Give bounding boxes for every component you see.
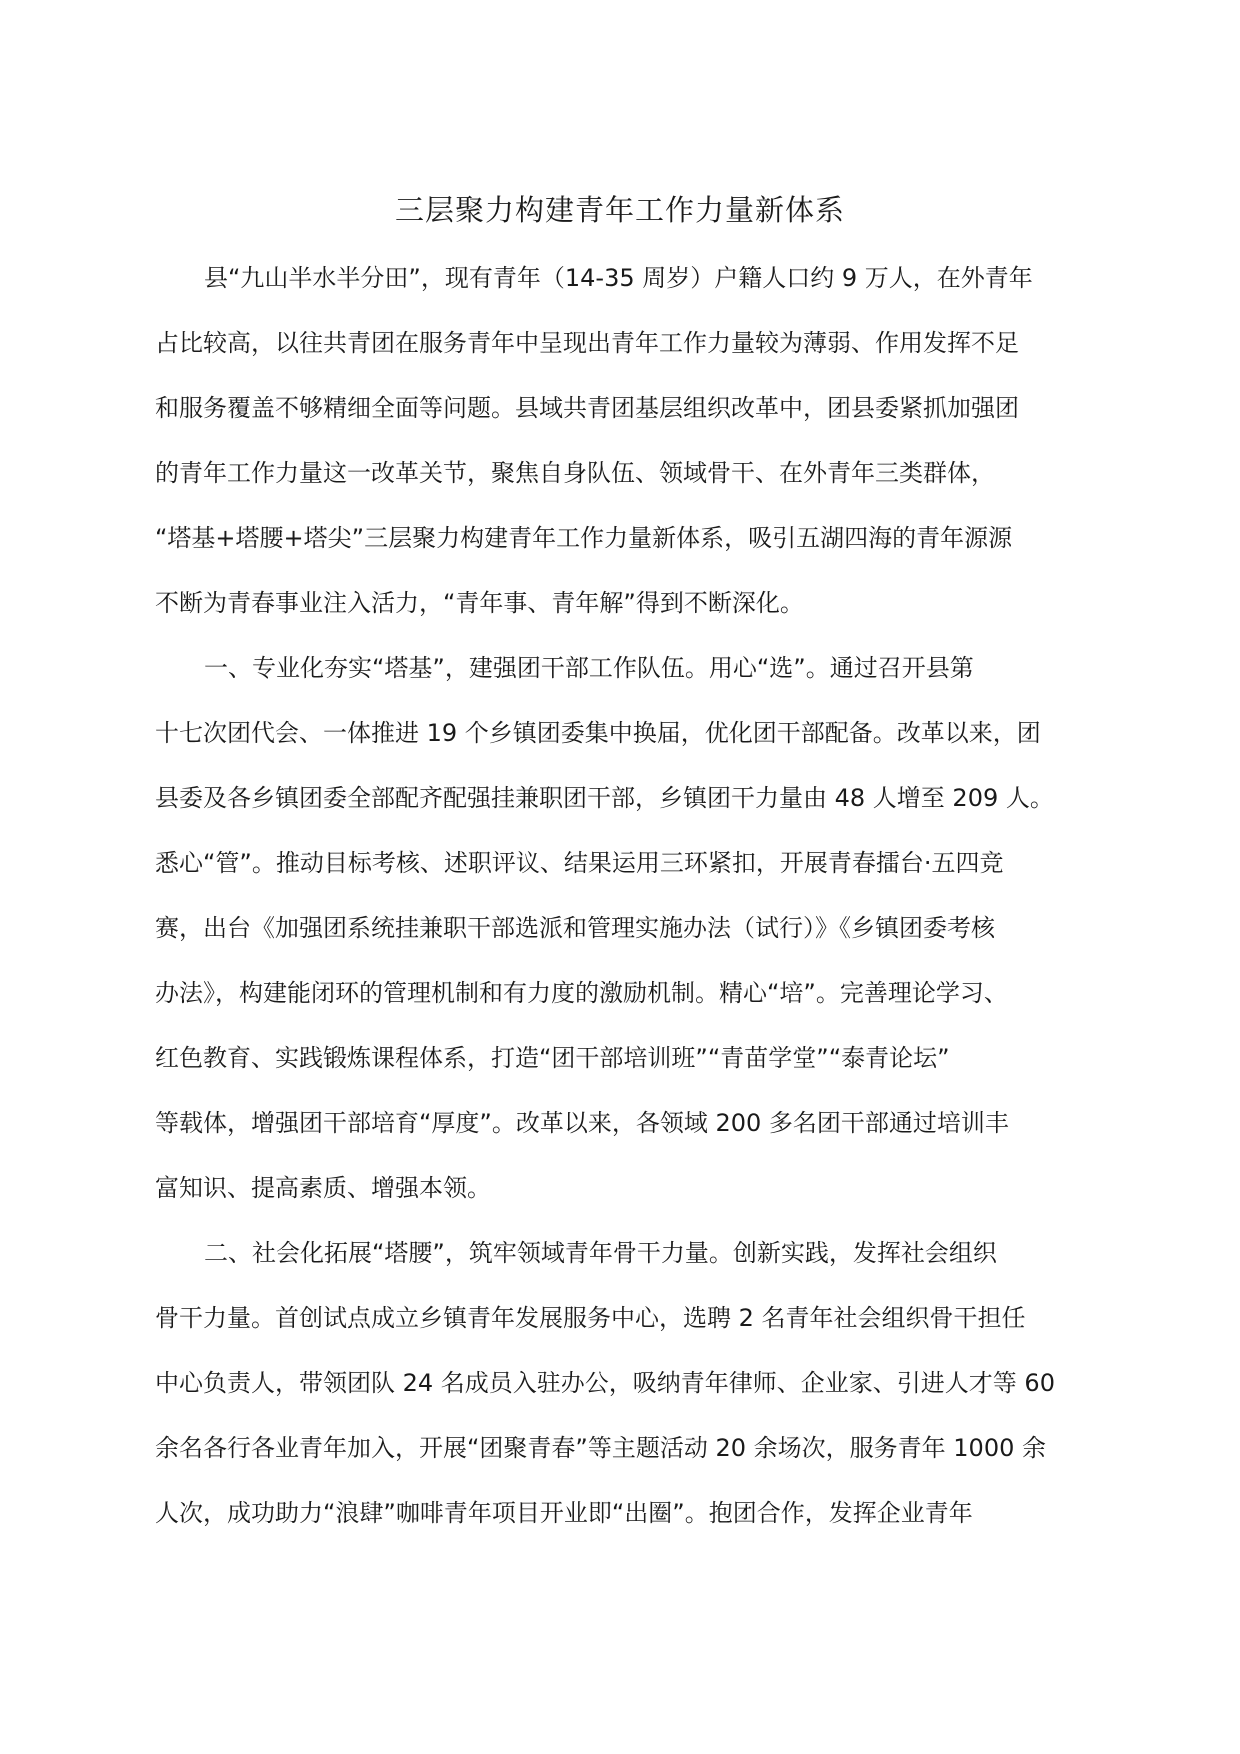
paragraph-line: 骨干力量。首创试点成立乡镇青年发展服务中心，选聘 2 名青年社会组织骨干担任 [155,1304,1026,1332]
paragraph-line: 中心负责人，带领团队 24 名成员入驻办公，吸纳青年律师、企业家、引进人才等 60 [155,1369,1055,1397]
paragraph-line: 富知识、提高素质、增强本领。 [155,1174,491,1202]
paragraph-line: 县委及各乡镇团委全部配齐配强挂兼职团干部，乡镇团干力量由 48 人增至 209 人。 [155,784,1054,812]
paragraph-line: 的青年工作力量这一改革关节，聚焦自身队伍、领域骨干、在外青年三类群体， [155,459,995,487]
paragraph-line: 余名各行各业青年加入，开展“团聚青春”等主题活动 20 余场次，服务青年 1000 余 [155,1434,1046,1462]
paragraph-line: “塔基+塔腰+塔尖”三层聚力构建青年工作力量新体系，吸引五湖四海的青年源源 [155,524,1013,552]
paragraph-line: 红色教育、实践锻炼课程体系，打造“团干部培训班”“青苗学堂”“泰青论坛” [155,1044,950,1072]
paragraph-line: 占比较高，以往共青团在服务青年中呈现出青年工作力量较为薄弱、作用发挥不足 [155,329,1019,357]
paragraph-line: 办法》，构建能闭环的管理机制和有力度的激励机制。精心“培”。完善理论学习、 [155,979,1008,1007]
paragraph-line: 赛，出台《加强团系统挂兼职干部选派和管理实施办法（试行）》《乡镇团委考核 [155,914,995,942]
paragraph-line: 和服务覆盖不够精细全面等问题。县域共青团基层组织改革中，团县委紧抓加强团 [155,394,1019,422]
paragraph-line: 二、社会化拓展“塔腰”，筑牢领域青年骨干力量。创新实践，发挥社会组织 [204,1239,997,1267]
paragraph-line: 一、专业化夯实“塔基”，建强团干部工作队伍。用心“选”。通过召开县第 [204,654,974,682]
paragraph-line: 十七次团代会、一体推进 19 个乡镇团委集中换届，优化团干部配备。改革以来，团 [155,719,1041,747]
paragraph-line: 不断为青春事业注入活力，“青年事、青年解”得到不断深化。 [155,589,804,617]
paragraph-line: 悉心“管”。推动目标考核、述职评议、结果运用三环紧扣，开展青春擂台·五四竞 [155,849,1004,877]
paragraph-line: 县“九山半水半分田”，现有青年（14-35 周岁）户籍人口约 9 万人，在外青年 [204,264,1033,292]
document-title: 三层聚力构建青年工作力量新体系 [394,193,845,227]
paragraph-line: 人次，成功助力“浪肆”咖啡青年项目开业即“出圈”。抱团合作，发挥企业青年 [155,1499,973,1527]
paragraph-line: 等载体，增强团干部培育“厚度”。改革以来，各领域 200 多名团干部通过培训丰 [155,1109,1009,1137]
